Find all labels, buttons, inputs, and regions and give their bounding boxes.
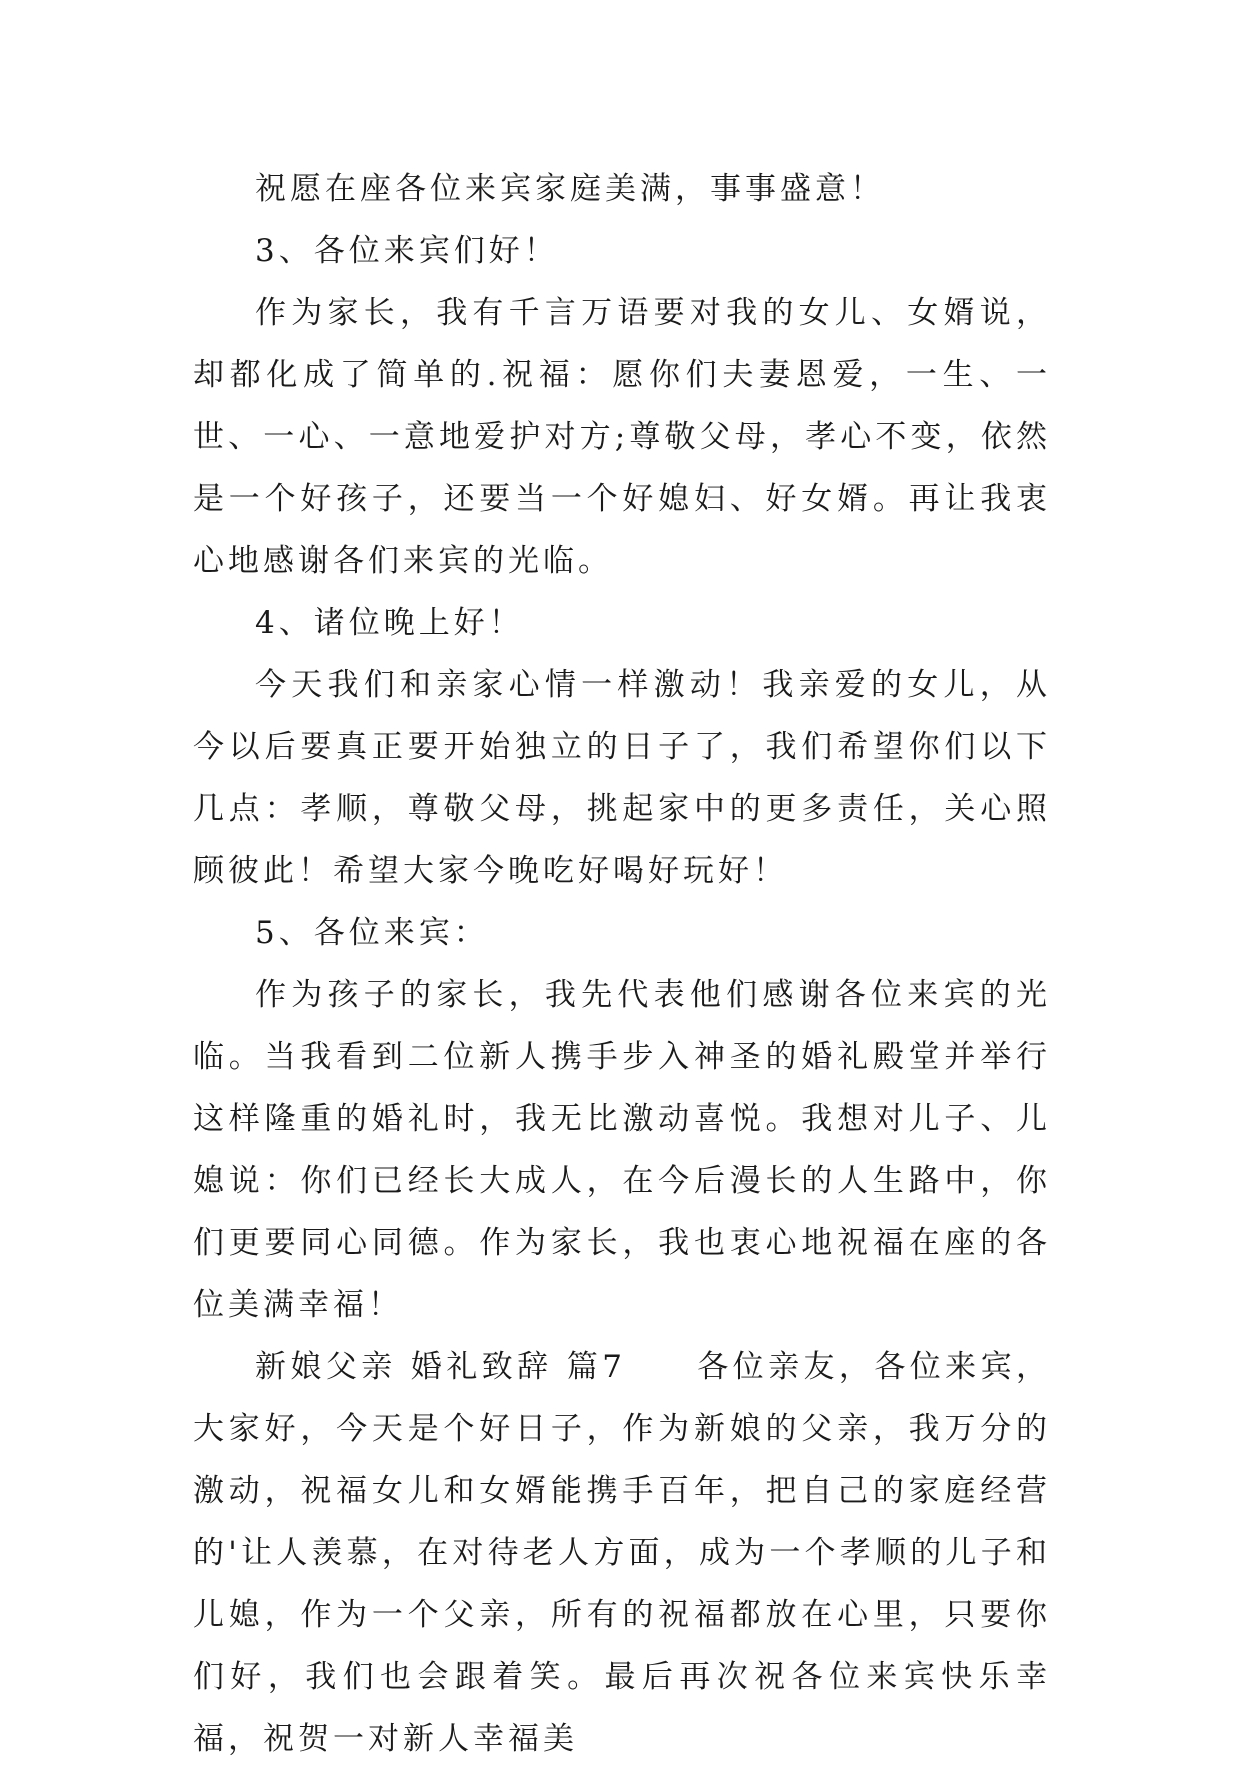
- paragraph-speech-7: 新娘父亲 婚礼致辞 篇7 各位亲友，各位来宾，大家好，今天是个好日子，作为新娘的父亲，我万分的激动，祝福女儿和女婿能携手百年，把自己的家庭经营的'让人羡慕，在对待老人方面，成为一个孝顺的儿子和儿媳，作为一个父亲，所有的祝福都放在心里，只要你们好，我们也会跟着笑。最后再次祝各位来宾快乐幸福，祝贺一对新人幸福美: [193, 1349, 1051, 1757]
- document-body: [193, 158, 1051, 1770]
- paragraph-speech-5: 作为孩子的家长，我先代表他们感谢各位来宾的光临。当我看到二位新人携手步入神圣的婚礼殿堂并举行这样隆重的婚礼时，我无比激动喜悦。我想对儿子、儿媳说：你们已经长大成人，在今后漫长的人生路中，你们更要同心同德。作为家长，我也衷心地祝福在座的各位美满幸福！: [193, 977, 1051, 1323]
- section-heading-3: 3、各位来宾们好！: [255, 233, 559, 269]
- paragraph-closing-wish: 祝愿在座各位来宾家庭美满，事事盛意！: [255, 171, 885, 207]
- paragraph-speech-3: 作为家长，我有千言万语要对我的女儿、女婿说，却都化成了简单的.祝福：愿你们夫妻恩爱，一生、一世、一心、一意地爱护对方;尊敬父母，孝心不变，依然是一个好孩子，还要当一个好媳妇、好女婿。再让我衷心地感谢各们来宾的光临。: [193, 295, 1051, 579]
- section-heading-4: 4、诸位晚上好！: [255, 605, 524, 641]
- paragraph-speech-4: 今天我们和亲家心情一样激动！我亲爱的女儿，从今以后要真正要开始独立的日子了，我们希望你们以下几点：孝顺，尊敬父母，挑起家中的更多责任，关心照顾彼此！希望大家今晚吃好喝好玩好！: [193, 667, 1051, 889]
- section-heading-5: 5、各位来宾：: [255, 915, 489, 951]
